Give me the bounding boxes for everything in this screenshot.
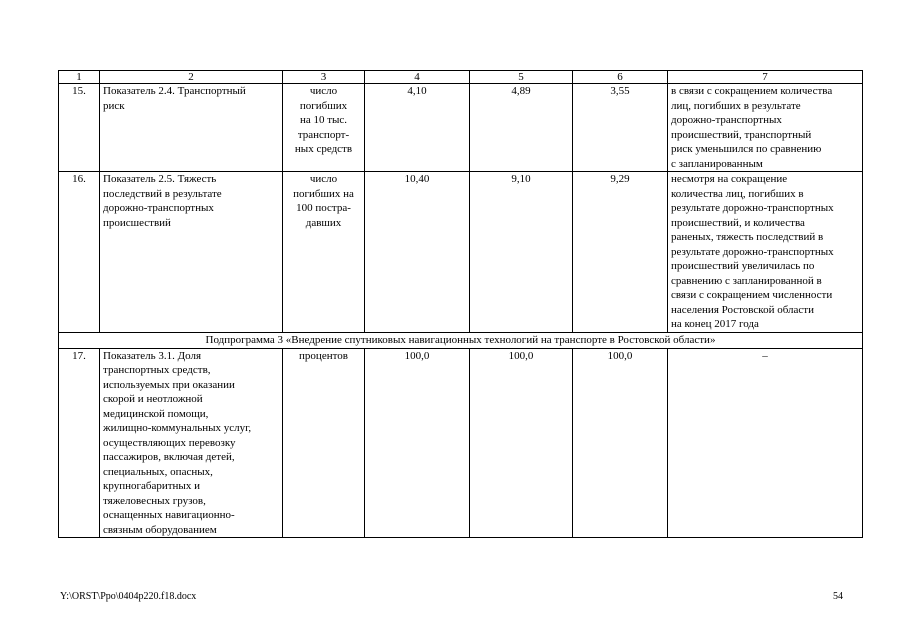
header-cell: 5 xyxy=(470,71,573,84)
value-cell: 100,0 xyxy=(573,348,668,538)
header-cell: 2 xyxy=(100,71,283,84)
header-cell: 7 xyxy=(668,71,863,84)
note-cell: – xyxy=(668,348,863,538)
row-number: 16. xyxy=(59,172,100,333)
value-cell: 4,10 xyxy=(365,84,470,172)
indicator-cell: Показатель 3.1. Доля транспортных средств, используемых при оказании скорой и неотложной медицинской помощи, жилищно-коммунальных услуг, осуществляющих перевозку пассажиров, включая детей, специальных, опасных, крупногабаритных и тяжеловесных грузов, оснащенных навигационно- связным оборудованием xyxy=(100,348,283,538)
file-path: Y:\ORST\Ppo\0404p220.f18.docx xyxy=(60,591,197,602)
header-cell: 1 xyxy=(59,71,100,84)
header-row xyxy=(59,71,863,84)
subprogram-row xyxy=(59,333,863,349)
report-table xyxy=(58,70,863,538)
value-cell: 4,89 xyxy=(470,84,573,172)
note-cell: несмотря на сокращение количества лиц, погибших в результате дорожно-транспортных происшествий, и количества раненых, тяжесть последствий в результате дорожно-транспортных происшествий увеличилась по сравнению с запланированной в связи с сокращением численности населения Ростовской области на конец 2017 года xyxy=(668,172,863,333)
table-row xyxy=(59,172,863,333)
unit-cell: число погибших на 100 постра- давших xyxy=(283,172,365,333)
page-number: 54 xyxy=(833,591,843,602)
row-number: 15. xyxy=(59,84,100,172)
unit-cell: число погибших на 10 тыс. транспорт- ных средств xyxy=(283,84,365,172)
value-cell: 10,40 xyxy=(365,172,470,333)
header-cell: 3 xyxy=(283,71,365,84)
value-cell: 9,29 xyxy=(573,172,668,333)
value-cell: 3,55 xyxy=(573,84,668,172)
unit-cell: процентов xyxy=(283,348,365,538)
value-cell: 100,0 xyxy=(365,348,470,538)
indicator-cell: Показатель 2.4. Транспортный риск xyxy=(100,84,283,172)
row-number: 17. xyxy=(59,348,100,538)
header-cell: 4 xyxy=(365,71,470,84)
note-cell: в связи с сокращением количества лиц, погибших в результате дорожно-транспортных происшествий, транспортный риск уменьшился по сравнению с запланированным xyxy=(668,84,863,172)
subprogram-title: Подпрограмма 3 «Внедрение спутниковых навигационных технологий на транспорте в Ростовской области» xyxy=(59,333,863,349)
indicator-cell: Показатель 2.5. Тяжесть последствий в результате дорожно-транспортных происшествий xyxy=(100,172,283,333)
table-row xyxy=(59,84,863,172)
value-cell: 9,10 xyxy=(470,172,573,333)
header-cell: 6 xyxy=(573,71,668,84)
value-cell: 100,0 xyxy=(470,348,573,538)
table-row xyxy=(59,348,863,538)
